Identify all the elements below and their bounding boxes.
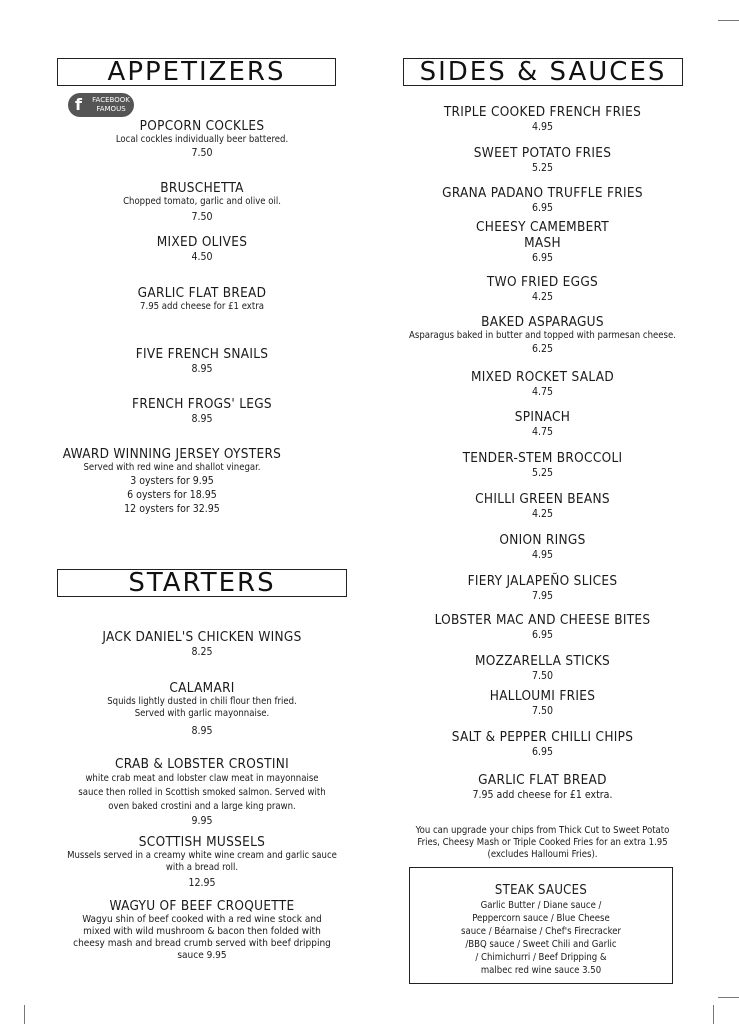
facebook-icon: f xyxy=(75,95,82,114)
item-price: 12.95 xyxy=(188,877,216,889)
item-name: WAGYU OF BEEF CROQUETTE xyxy=(109,898,295,914)
menu-item xyxy=(400,185,685,215)
item-name: MOZZARELLA STICKS xyxy=(474,653,611,669)
oyster-option: 6 oysters for 18.95 xyxy=(127,489,217,501)
sauce-line: Garlic Butter / Diane sauce / xyxy=(480,900,602,911)
item-description: oven baked crostini and a large king prawn. xyxy=(108,801,296,812)
item-description: Local cockles individually beer battered. xyxy=(115,134,289,145)
item-description: Wagyu shin of beef cooked with a red wine stock and xyxy=(82,914,322,925)
menu-item xyxy=(40,629,364,659)
upgrade-note-line: Fries, Cheesy Mash or Triple Cooked Fries for an extra 1.95 xyxy=(417,837,668,848)
item-description: white crab meat and lobster claw meat in mayonnaise xyxy=(85,773,319,784)
starters-list xyxy=(40,0,364,980)
item-price: 7.50 xyxy=(531,670,554,682)
item-description: mixed with wild mushroom & bacon then folded with xyxy=(83,926,321,937)
item-name: CRAB & LOBSTER CROSTINI xyxy=(115,756,289,772)
menu-item xyxy=(40,898,364,962)
oyster-option: 12 oysters for 32.95 xyxy=(124,503,220,515)
item-name: SWEET POTATO FRIES xyxy=(473,145,612,161)
item-price: 4.75 xyxy=(531,426,554,438)
item-name: SCOTTISH MUSSELS xyxy=(138,834,266,850)
item-name: ONION RINGS xyxy=(499,532,586,548)
menu-item xyxy=(400,729,685,759)
item-name: CHEESY CAMEMBERT xyxy=(475,219,610,235)
steak-sauces-title: STEAK SAUCES xyxy=(494,883,588,898)
menu-item xyxy=(40,756,364,828)
menu-item xyxy=(400,573,685,603)
item-name: SPINACH xyxy=(514,409,571,425)
item-name: TRIPLE COOKED FRENCH FRIES xyxy=(443,104,642,120)
item-price: 6.95 xyxy=(531,252,554,264)
sauce-line: malbec red wine sauce 3.50 xyxy=(480,965,602,976)
item-name: JACK DANIEL'S CHICKEN WINGS xyxy=(102,629,302,645)
menu-item xyxy=(370,314,715,356)
item-name: GRANA PADANO TRUFFLE FRIES xyxy=(442,185,643,201)
item-name: TENDER-STEM BROCCOLI xyxy=(462,450,623,466)
item-name: BAKED ASPARAGUS xyxy=(481,314,604,330)
sauce-line: / Chimichurri / Beef Dripping & xyxy=(475,952,607,963)
item-name: HALLOUMI FRIES xyxy=(489,688,596,704)
menu-item xyxy=(400,369,685,399)
item-price: 6.95 xyxy=(531,746,554,758)
item-price: 8.95 xyxy=(191,725,213,737)
crop-mark-bottom-right xyxy=(718,997,739,998)
item-price: 7.50 xyxy=(191,147,213,159)
item-price: 7.50 xyxy=(191,211,213,223)
crop-mark-bottom-left xyxy=(24,1005,25,1024)
item-name: BRUSCHETTA xyxy=(160,180,244,196)
item-name: POPCORN COCKLES xyxy=(139,118,265,134)
steak-sauces-box xyxy=(409,867,673,984)
item-description: Served with garlic mayonnaise. xyxy=(134,708,270,719)
sauce-line: /BBQ sauce / Sweet Chili and Garlic xyxy=(465,939,617,950)
badge-line-2: FAMOUS xyxy=(96,105,126,113)
item-price: 4.75 xyxy=(531,386,554,398)
item-price: 6.95 xyxy=(531,629,554,641)
menu-item xyxy=(400,274,685,304)
item-name-line-2: MASH xyxy=(524,235,561,251)
item-description: Served with red wine and shallot vinegar. xyxy=(83,462,261,473)
item-description: sauce then rolled in Scottish smoked salmon. Served with xyxy=(78,787,326,798)
menu-item xyxy=(400,145,685,175)
menu-item xyxy=(400,772,685,802)
item-description: Chopped tomato, garlic and olive oil. xyxy=(123,196,281,207)
menu-item xyxy=(400,491,685,521)
menu-item xyxy=(400,653,685,683)
upgrade-note xyxy=(400,825,685,861)
menu-item xyxy=(400,450,685,480)
menu-item xyxy=(400,688,685,718)
item-name: FIERY JALAPEÑO SLICES xyxy=(467,573,618,589)
item-name: GARLIC FLAT BREAD xyxy=(137,285,267,301)
badge-line-1: FACEBOOK xyxy=(92,96,130,104)
item-name: CHILLI GREEN BEANS xyxy=(475,491,610,507)
item-name: CALAMARI xyxy=(169,680,235,696)
item-name: FIVE FRENCH SNAILS xyxy=(135,346,269,362)
menu-item xyxy=(400,612,685,642)
item-description: sauce 9.95 xyxy=(177,950,227,961)
item-price: 8.95 xyxy=(191,413,213,425)
item-price: 4.95 xyxy=(531,549,554,561)
item-price: 5.25 xyxy=(531,467,554,479)
item-name: AWARD WINNING JERSEY OYSTERS xyxy=(62,446,282,462)
menu-item xyxy=(400,104,685,134)
item-description: Mussels served in a creamy white wine cream and garlic sauce xyxy=(67,850,337,861)
item-price: 4.50 xyxy=(191,251,213,263)
item-price: 4.25 xyxy=(531,508,554,520)
sauce-line: sauce / Béarnaise / Chef's Firecracker xyxy=(461,926,621,937)
item-name: MIXED ROCKET SALAD xyxy=(470,369,615,385)
item-name: GARLIC FLAT BREAD xyxy=(478,772,607,788)
item-price: 4.25 xyxy=(531,291,554,303)
item-price: 6.25 xyxy=(531,343,554,355)
appetizers-title: APPETIZERS xyxy=(107,57,286,87)
item-name: FRENCH FROGS' LEGS xyxy=(132,396,272,412)
item-description: 7.95 add cheese for £1 extra xyxy=(140,301,264,312)
item-price: 7.95 xyxy=(531,590,554,602)
item-description: cheesy mash and bread crumb served with beef dripping xyxy=(73,938,331,949)
upgrade-note-line: (excludes Halloumi Fries). xyxy=(487,849,598,860)
item-name: LOBSTER MAC AND CHEESE BITES xyxy=(434,612,651,628)
item-price: 5.25 xyxy=(531,162,554,174)
item-price: 4.95 xyxy=(531,121,554,133)
item-description: with a bread roll. xyxy=(165,862,239,873)
upgrade-note-line: You can upgrade your chips from Thick Cut to Sweet Potato xyxy=(415,825,670,836)
item-name: TWO FRIED EGGS xyxy=(486,274,599,290)
oyster-option: 3 oysters for 9.95 xyxy=(130,475,214,487)
item-name: MIXED OLIVES xyxy=(156,234,248,250)
sauce-line: Peppercorn sauce / Blue Cheese xyxy=(472,913,610,924)
menu-item xyxy=(400,409,685,439)
item-description: Asparagus baked in butter and topped with parmesan cheese. xyxy=(409,330,676,341)
crop-mark-bottom-right-vertical xyxy=(713,1005,714,1024)
item-price: 6.95 xyxy=(531,202,554,214)
item-price: 7.95 add cheese for £1 extra. xyxy=(472,789,613,801)
item-price: 8.25 xyxy=(191,646,213,658)
item-price: 8.95 xyxy=(191,363,213,375)
sides-title: SIDES & SAUCES xyxy=(419,57,667,87)
menu-item xyxy=(40,834,364,890)
item-name: SALT & PEPPER CHILLI CHIPS xyxy=(451,729,634,745)
menu-item xyxy=(400,532,685,562)
item-price: 9.95 xyxy=(191,815,213,827)
menu-item xyxy=(400,219,685,265)
crop-mark-top-right xyxy=(718,20,739,21)
item-description: Squids lightly dusted in chili flour then fried. xyxy=(107,696,297,707)
sides-list xyxy=(400,0,685,870)
starters-title: STARTERS xyxy=(128,568,276,598)
item-price: 7.50 xyxy=(531,705,554,717)
menu-item xyxy=(40,680,364,738)
